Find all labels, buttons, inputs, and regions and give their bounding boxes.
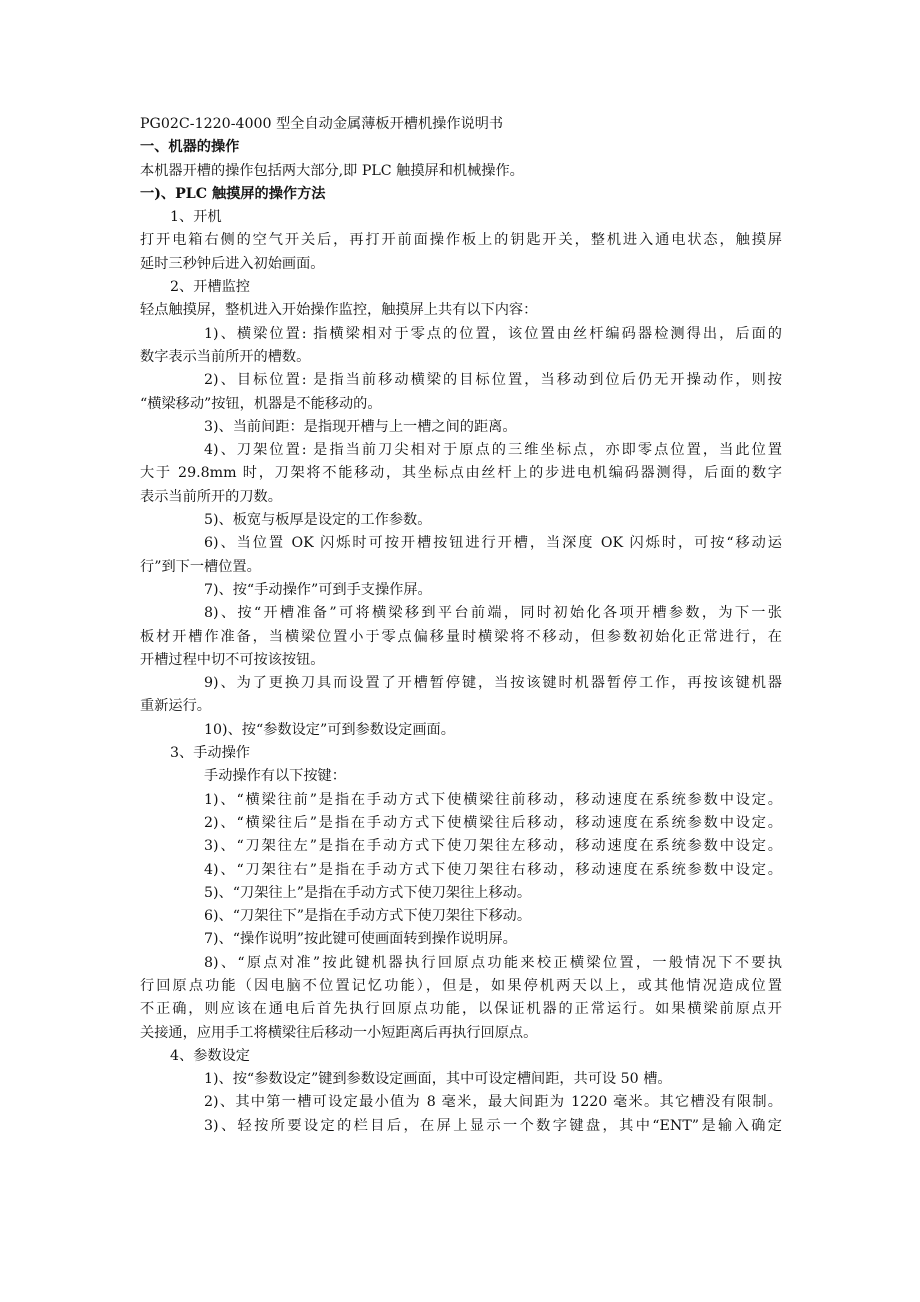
paragraph-line: 10)、按“参数设定”可到参数设定画面。: [204, 721, 455, 738]
paragraph-line: 关接通，应用手工将横梁往后移动一小短距离后再执行回原点。: [140, 1024, 538, 1041]
paragraph-line: 板材开槽作准备，当横梁位置小于零点偏移量时横梁将不移动，但参数初始化正常进行，在: [140, 628, 782, 645]
paragraph-line: 4)、刀架位置: 是指当前刀尖相对于原点的三维坐标点，亦即零点位置，当此位置: [204, 442, 782, 459]
paragraph-line: 1)、按“参数设定”键到参数设定画面，其中可设定槽间距，共可设 50 槽。: [204, 1071, 672, 1088]
section-heading-machine-operation: 一、机器的操作: [140, 139, 240, 156]
paragraph-line: 2)、其中第一槽可设定最小值为 8 毫米，最大间距为 1220 毫米。其它槽没有限制。: [204, 1094, 782, 1111]
paragraph-line: 3)、“刀架往左”是指在手动方式下使刀架往左移动，移动速度在系统参数中设定。: [204, 838, 782, 855]
paragraph-line: 重新运行。: [140, 698, 211, 715]
item-heading-manual-operation: 3、手动操作: [170, 745, 250, 762]
paragraph-line: 行”到下一槽位置。: [140, 558, 261, 575]
paragraph-line: 轻点触摸屏，整机进入开始操作监控，触摸屏上共有以下内容：: [140, 302, 538, 319]
paragraph-line: 不正确，则应该在通电后首先执行回原点功能，以保证机器的正常运行。如果横梁前原点开: [140, 1001, 782, 1018]
paragraph-line: 延时三秒钟后进入初始画面。: [140, 255, 325, 272]
paragraph-line: 行回原点功能（因电脑不位置记忆功能），但是，如果停机两天以上，或其他情况造成位置: [140, 977, 782, 994]
parameter-settings-list: [140, 1068, 782, 1138]
paragraph-line: 9)、为了更换刀具而设置了开槽暂停键，当按该键时机器暂停工作，再按该键机器: [204, 675, 782, 692]
paragraph-line: “横梁移动”按钮，机器是不能移动的。: [140, 395, 382, 412]
paragraph-line: 7)、“操作说明”按此键可使画面转到操作说明屏。: [204, 931, 517, 948]
item-heading-power-on: 1、开机: [170, 209, 222, 226]
paragraph-line: 大于 29.8mm 时，刀架将不能移动，其坐标点由丝杆上的步进电机编码器测得，后面的数字: [140, 465, 782, 482]
paragraph-line: 1)、“横梁往前”是指在手动方式下使横梁往前移动，移动速度在系统参数中设定。: [204, 791, 782, 808]
paragraph-line: 手动操作有以下按键：: [204, 768, 346, 785]
paragraph-line: 4)、“刀架往右”是指在手动方式下使刀架往右移动，移动速度在系统参数中设定。: [204, 861, 782, 878]
paragraph-line: 3)、当前间距：是指现开槽与上一槽之间的距离。: [204, 418, 517, 435]
subsection-heading-plc: 一)、PLC 触摸屏的操作方法: [140, 185, 326, 202]
paragraph-line: 打开电箱右侧的空气开关后，再打开前面操作板上的钥匙开关，整机进入通电状态，触摸屏: [140, 232, 782, 249]
paragraph-line: 3)、轻按所要设定的栏目后，在屏上显示一个数字键盘，其中“ENT”是输入确定: [204, 1117, 782, 1134]
item-heading-parameter-settings: 4、参数设定: [170, 1047, 250, 1064]
paragraph-line: 1)、横梁位置: 指横梁相对于零点的位置，该位置由丝杆编码器检测得出，后面的: [204, 325, 782, 342]
section-intro: 本机器开槽的操作包括两大部分,即 PLC 触摸屏和机械操作。: [140, 162, 524, 179]
document-body: [140, 113, 782, 1138]
document-title: PG02C-1220-4000 型全自动金属薄板开槽机操作说明书: [140, 116, 504, 132]
paragraph-line: 2)、“横梁往后”是指在手动方式下使横梁往后移动，移动速度在系统参数中设定。: [204, 814, 782, 831]
paragraph-line: 数字表示当前所开的槽数。: [140, 348, 311, 365]
paragraph-line: 2)、目标位置: 是指当前移动横梁的目标位置，当移动到位后仍无开操动作，则按: [204, 372, 782, 389]
paragraph-line: 6)、“刀架往下”是指在手动方式下使刀架往下移动。: [204, 908, 532, 925]
slot-monitor-list: [140, 323, 782, 742]
paragraph-line: 表示当前所开的刀数。: [140, 488, 282, 505]
paragraph-line: 6)、当位置 OK 闪烁时可按开槽按钮进行开槽，当深度 OK 闪烁时，可按“移动运: [204, 535, 782, 552]
paragraph-line: 5)、“刀架往上”是指在手动方式下使刀架往上移动。: [204, 884, 532, 901]
paragraph-line: 8)、“原点对准”按此键机器执行回原点功能来校正横梁位置，一般情况下不要执: [204, 954, 782, 971]
paragraph-line: 7)、按“手动操作”可到手支操作屏。: [204, 581, 432, 598]
item-heading-slot-monitor: 2、开槽监控: [170, 279, 250, 296]
manual-operation-list: [140, 789, 782, 1045]
paragraph-line: 8)、按“开槽准备”可将横梁移到平台前端，同时初始化各项开槽参数，为下一张: [204, 605, 782, 622]
paragraph-line: 5)、板宽与板厚是设定的工作参数。: [204, 512, 432, 529]
paragraph-line: 开槽过程中切不可按该按钮。: [140, 651, 325, 668]
